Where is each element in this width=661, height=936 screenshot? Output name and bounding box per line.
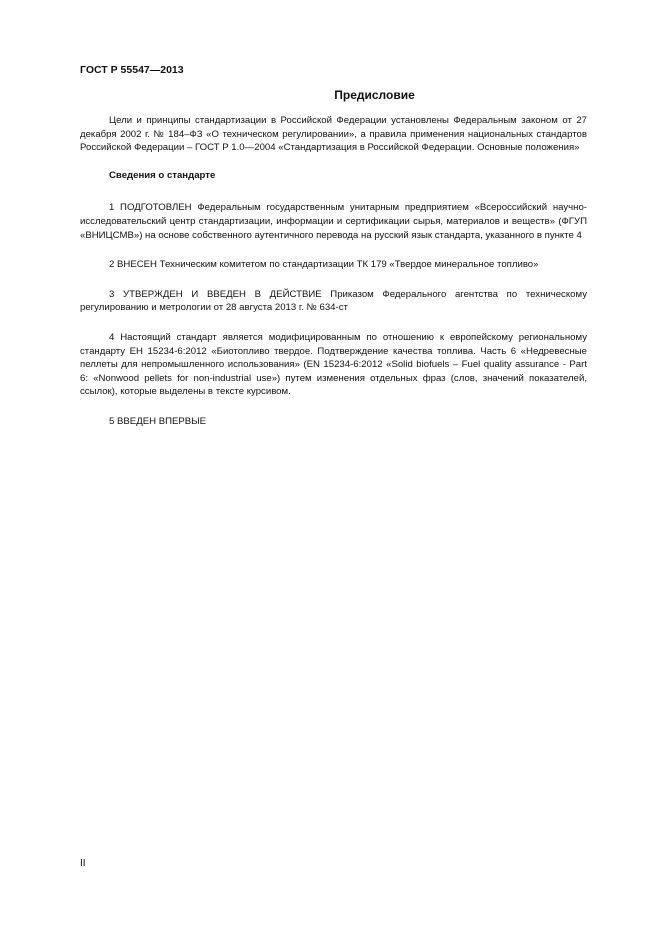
standard-code-header: ГОСТ Р 55547—2013 <box>80 64 184 76</box>
item-5-paragraph: 5 ВВЕДЕН ВПЕРВЫЕ <box>109 415 207 427</box>
page-title: Предисловие <box>334 88 415 102</box>
intro-paragraph: Цели и принципы стандартизации в Российской Федерации установлены Федеральным законом от 27 декабря 2002 г. № 184–ФЗ «О техническом регулировании», а правила применения национальных стандартов Российской Федерации – ГОСТ Р 1.0—2004 «Стандартизация в Российской Федерации. Основные положения» <box>80 115 587 154</box>
item-2-paragraph: 2 ВНЕСЕН Техническим комитетом по стандартизации ТК 179 «Твердое минеральное топливо» <box>109 259 539 271</box>
section-heading: Сведения о стандарте <box>109 169 216 181</box>
item-1-paragraph: 1 ПОДГОТОВЛЕН Федеральным государственным унитарным предприятием «Всероссийский научно-исследовательский центр стандартизации, информации и сертификации сырья, материалов и веществ» (ФГУП «ВНИЦСМВ») на основе собственного аутентичного перевода на русский язык стандарта, указанного в пункте 4 <box>80 202 587 241</box>
item-3-paragraph: 3 УТВЕРЖДЕН И ВВЕДЕН В ДЕЙСТВИЕ Приказом Федерального агентства по техническому регулированию и метрологии от 28 августа 2013 г. № 634-ст <box>80 288 587 314</box>
page-title-wrapper <box>80 88 587 102</box>
item-4-paragraph: 4 Настоящий стандарт является модифицированным по отношению к европейскому региональному стандарту ЕН 15234-6:2012 «Биотопливо твердое. Подтверждение качества топлива. Часть 6 «Недревесные пеллеты для непромышленного использования» (EN 15234-6:2012 «Solid biofuels – Fuel quality assurance - Part 6: «Nonwood pellets for non-industrial use») путем изменения отдельных фраз (слов, значений показателей, ссылок), которые выделены в тексте курсивом. <box>80 331 587 398</box>
page-number: II <box>80 858 86 869</box>
document-body <box>80 114 587 445</box>
